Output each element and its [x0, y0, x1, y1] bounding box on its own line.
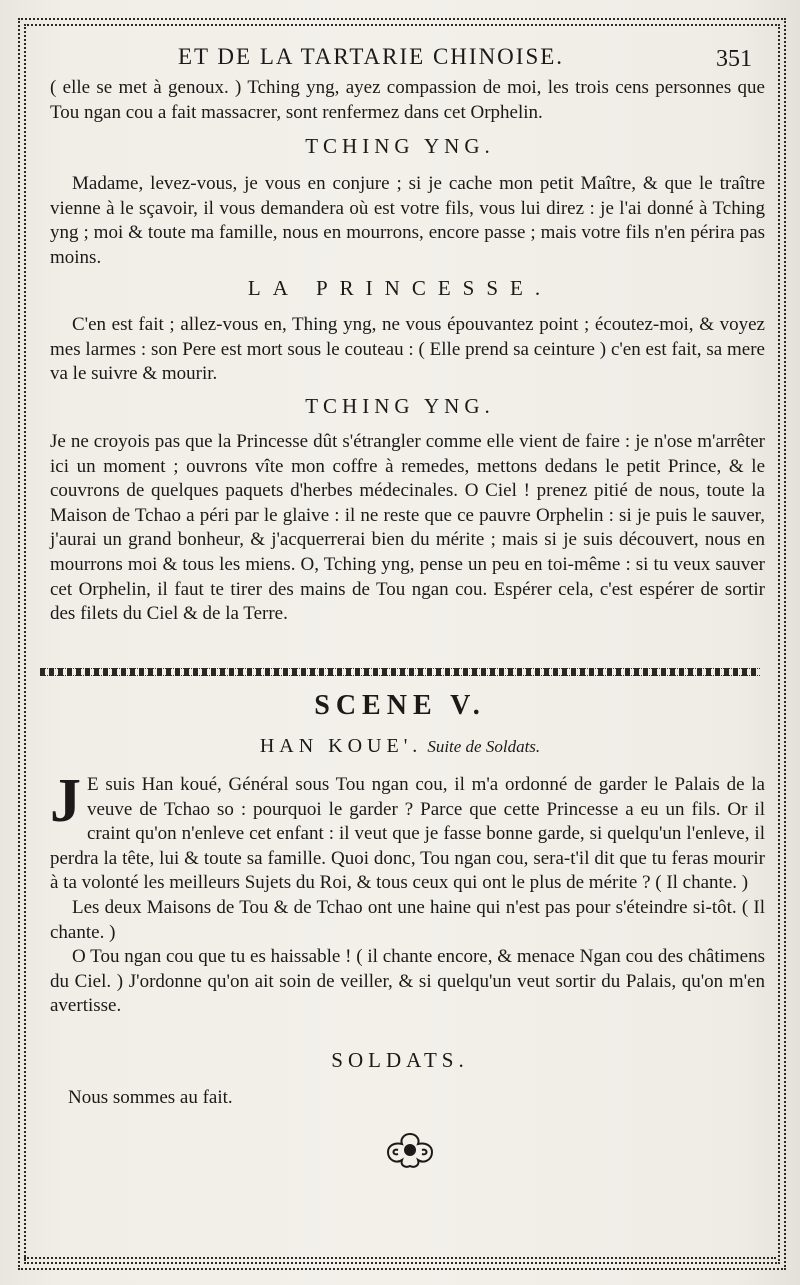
monologue-paragraph: Les deux Maisons de Tou & de Tchao ont une haine qui n'est pas pour s'éteindre si-tôt. ( Il chante. ) [50, 896, 765, 943]
speaker-heading: LA PRINCESSE. [247, 276, 553, 300]
scene-subtitle [0, 735, 800, 758]
drop-cap: J [50, 767, 81, 835]
speaker-heading: SOLDATS. [331, 1048, 469, 1072]
speaker-heading: TCHING YNG. [305, 134, 495, 158]
speech-paragraph [50, 313, 765, 387]
scene-character: HAN KOUE'. [259, 735, 423, 757]
speech-paragraph [50, 1086, 765, 1111]
speech-paragraph [50, 76, 765, 125]
speech-text: Nous sommes au fait. [68, 1087, 233, 1108]
speech-text: Madame, levez-vous, je vous en conjure ; si je cache mon petit Maître, & que le traître vienne à le sçavoir, il vous demandera où est votre fils, vous lui direz : je l'ai donné à Tching yng ; moi & toute ma famille, nous en mourrons, encore passe ; mais votre fils n'en périra pas moins. [50, 173, 765, 268]
speech-text: Je ne croyois pas que la Princesse dût s'étrangler comme elle vient de faire : je n'ose m'arrêter ici un moment ; ouvrons vîte mon coffre à remedes, mettons dedans le petit Prince, & le couvrons de quelques paquets d'herbes médecinales. O Ciel ! prenez pitié de nous, toute la Maison de Tchao a péri par le glaive : il ne reste que ce pauvre Orphelin : si je puis le sauver, j'aurai un grand bonheur, & j'acquerrerai bien du mérite ; mais si je suis découvert, nous en mourrons moi & tous les miens. O, Tching yng, pense un peu en toi-même : si tu veux sauver cet Orphelin, il faut te tirer des mains de Tou ngan cou. Espérer cela, c'est espérer de sortir des filets du Ciel & de la Terre. [50, 431, 765, 625]
speech-paragraph [50, 172, 765, 270]
speech-paragraph [50, 430, 765, 627]
monologue-paragraph: E suis Han koué, Général sous Tou ngan cou, il m'a ordonné de garder le Palais de la veuve de Tchao so : pourquoi le garder ? Parce que cette Princesse a eu un fils. Or il craint qu'on n'enleve cet enfant : il veut que je fasse bonne garde, si quelqu'un l'enleve, il perdra la tête, lui & toute sa famille. Quoi donc, Tou ngan cou, sera-t'il dit que tu feras mourir à ta volonté les meilleurs Sujets du Roi, & tous ceux qui ont le plus de mérite ? ( Il chante. ) [50, 774, 765, 894]
scene-divider [40, 668, 760, 676]
stage-direction: Suite de Soldats. [427, 737, 541, 756]
monologue [50, 767, 765, 1019]
scene-title: SCENE V. [314, 690, 486, 721]
running-title: ET DE LA TARTARIE CHINOISE. [178, 44, 565, 69]
monologue-paragraph: O Tou ngan cou que tu es haissable ! ( il chante encore, & menace Ngan cou des châtimens du Ciel. ) J'ordonne qu'on ait soin de veiller, & si quelqu'un veut sortir du Palais, qu'on m'en avertisse. [50, 946, 765, 1017]
speaker-heading: TCHING YNG. [305, 394, 495, 418]
speech-text: ( elle se met à genoux. ) Tching yng, ayez compassion de moi, les trois cens personnes que Tou ngan cou a fait massacrer, sont renfermez dans cet Orphelin. [50, 77, 765, 123]
speech-text: C'en est fait ; allez-vous en, Thing yng, ne vous épouvantez point ; écoutez-moi, & voyez mes larmes : son Pere est mort sous le couteau : ( Elle prend sa ceinture ) c'en est fait, sa mere va le suivre & mourir. [50, 314, 765, 385]
page-number: 351 [716, 46, 752, 72]
fleuron-ornament-icon [384, 1130, 436, 1170]
border-bottom-rule [24, 1257, 776, 1259]
